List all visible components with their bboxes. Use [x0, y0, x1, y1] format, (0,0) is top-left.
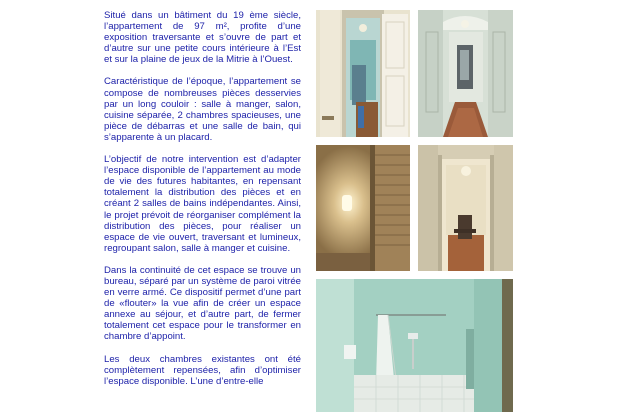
photo-wall-lamp: [316, 145, 410, 271]
paragraph-intro: Situé dans un bâtiment du 19 ème siècle, l’appartement de 97 m², profite d’une exposition traversante et s’ouvre de part et d’autre sur une petite cours intérieure à l’Est et sur la plaine de jeux de la Mitrie à l’Ouest.: [104, 10, 301, 66]
photo-bathroom-doorway: [316, 10, 410, 137]
article-text: [104, 10, 301, 398]
photo-dining-doorway: [418, 145, 513, 271]
photo-bathroom-shower: [316, 279, 513, 412]
paragraph-bedrooms: Les deux chambres existantes ont été complètement repensées, afin d’optimiser l’espace disponible. L’une d’entre-elle: [104, 353, 301, 387]
photo-corridor: [418, 10, 513, 137]
paragraph-objective: L’objectif de notre intervention est d’adapter l’espace disponible de l’appartement au mode de vie des futures habitantes, en repensant totalement la distribution des pièces et en créant 2 salles de bains indépendantes. Ainsi, le projet prévoit de réorganiser complément la distribution des pièces, pour réaliser un espace de vie ouvert, traversant et lumineux, regroupant salon, salle à manger et cuisine.: [104, 154, 301, 254]
paragraph-characteristics: Caractéristique de l’époque, l’appartement se compose de nombreuses pièces desservies par un long couloir : salle à manger, salon, cuisine séparée, 2 chambres spacieuses, une pièce de débarras et une salle de bain, qui s’apparente à un placard.: [104, 76, 301, 143]
paragraph-office: Dans la continuité de cet espace se trouve un bureau, séparé par un système de paroi vitrée en verre armé. Ce dispositif permet d’une part de «flouter» la vue afin de créer un espace annexe au séjour, et d’autre part, de fermer totalement cet espace pour le transformer en chambre d’appoint.: [104, 264, 301, 343]
